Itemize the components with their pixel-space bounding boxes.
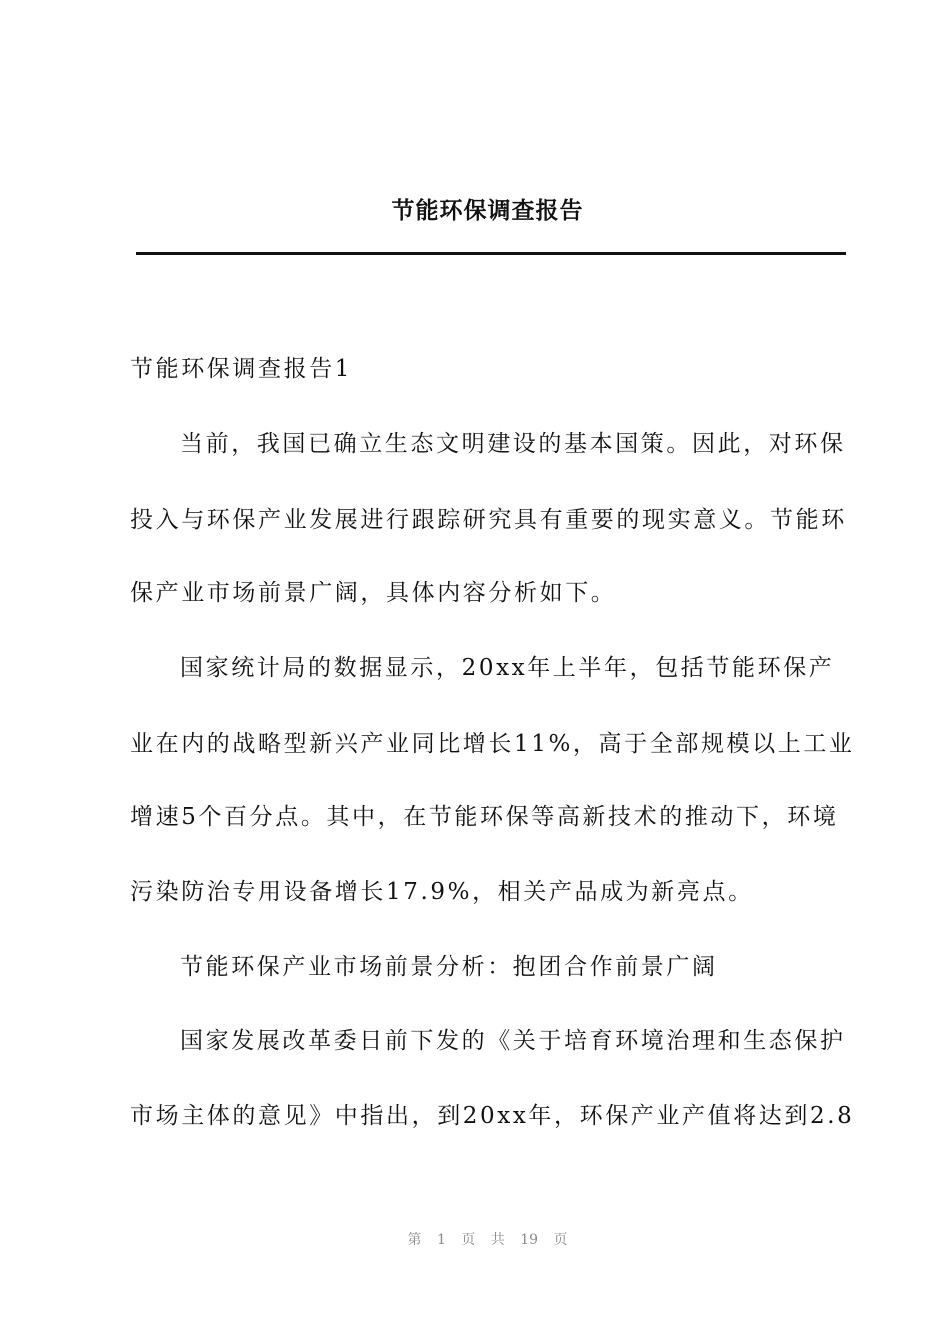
title-underline bbox=[136, 252, 846, 255]
body-line: 投入与环保产业发展进行跟踪研究具有重要的现实意义。节能环 bbox=[130, 507, 847, 533]
body-line: 当前，我国已确立生态文明建设的基本国策。因此，对环保 bbox=[180, 431, 846, 457]
body-line: 国家发展改革委日前下发的《关于培育环境治理和生态保护 bbox=[180, 1028, 846, 1054]
body-line: 保产业市场前景广阔，具体内容分析如下。 bbox=[130, 580, 617, 606]
document-title: 节能环保调查报告 bbox=[391, 198, 584, 224]
page-footer: 第 1 页 共 19 页 bbox=[407, 1232, 568, 1248]
body-line: 增速5个百分点。其中，在节能环保等高新技术的推动下，环境 bbox=[130, 804, 839, 830]
body-line: 污染防治专用设备增长17.9%，相关产品成为新亮点。 bbox=[130, 879, 754, 905]
subheading-line: 节能环保产业市场前景分析：抱团合作前景广阔 bbox=[180, 954, 718, 980]
body-line: 市场主体的意见》中指出，到20xx年，环保产业产值将达到2.8 bbox=[130, 1103, 855, 1129]
section-heading: 节能环保调查报告1 bbox=[130, 356, 353, 382]
body-line: 业在内的战略型新兴产业同比增长11%，高于全部规模以上工业 bbox=[130, 731, 855, 757]
body-line: 国家统计局的数据显示，20xx年上半年，包括节能环保产 bbox=[180, 655, 835, 681]
